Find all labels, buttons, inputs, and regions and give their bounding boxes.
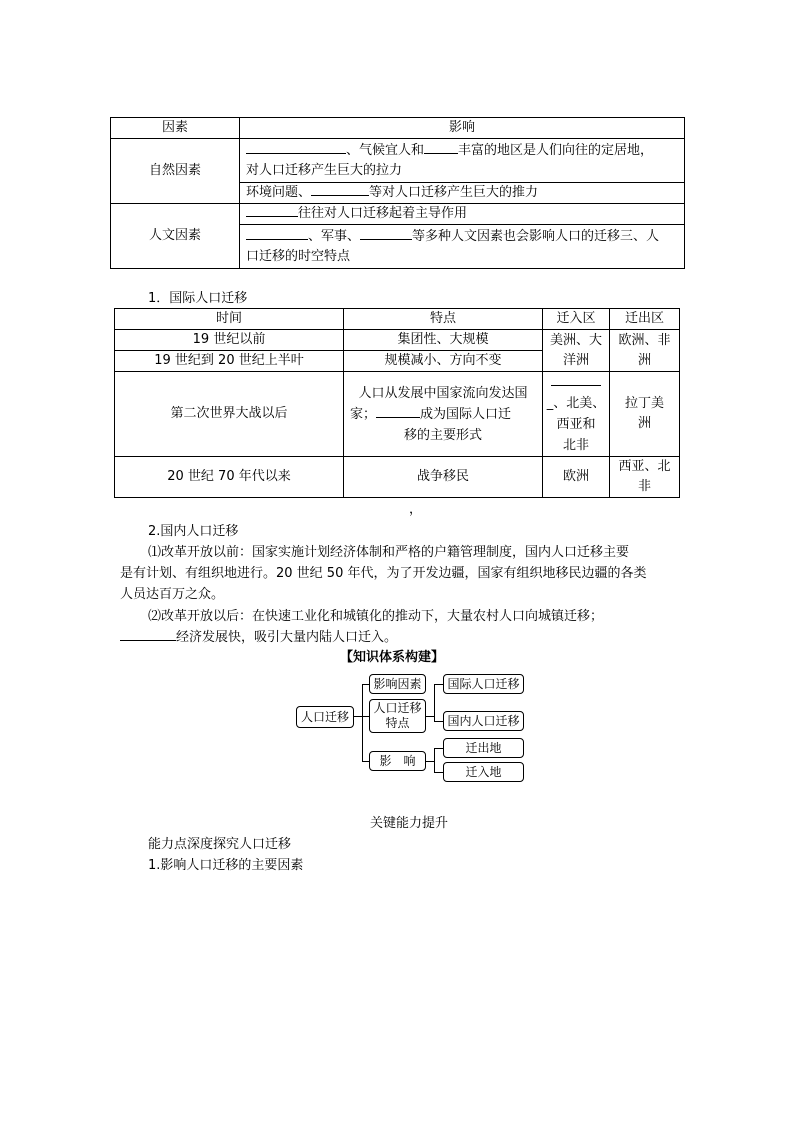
section-international-title: 1．国际人口迁移 (148, 291, 248, 306)
blank-line (246, 204, 298, 217)
diagram-international: 国际人口迁移 (443, 674, 524, 694)
diagram-factors: 影响因素 (369, 674, 426, 694)
main-factors-title: 1.影响人口迁移的主要因素 (148, 858, 304, 873)
paragraph-2-line-1: ⑵改革开放以后：在快速工业化和城镇化的推动下，大量农村人口向城镇迁移； (148, 609, 604, 624)
blank-line (376, 405, 420, 418)
diagram-effects: 影 响 (369, 751, 426, 771)
connector (434, 684, 443, 685)
row1-out: 欧洲、非洲 (610, 330, 680, 372)
connector (434, 772, 443, 773)
factors-table (110, 117, 685, 269)
blank-line (311, 183, 369, 196)
header-factor: 因素 (111, 118, 240, 139)
natural-row-2: 环境问题、 等对人口迁移产生巨大的推力 (240, 183, 685, 204)
blank-line (120, 628, 176, 641)
diagram-out-place: 迁出地 (443, 738, 524, 758)
human-factor-label: 人文因素 (111, 204, 240, 269)
paragraph-2-line-2: 经济发展快，吸引大量内陆人口迁入。 (120, 627, 397, 648)
row1-time: 19 世纪以前 (115, 330, 344, 351)
ability-point-title: 能力点深度探究人口迁移 (148, 837, 292, 852)
natural-row-1: 、气候宜人和 丰富的地区是人们向往的定居地， 对人口迁移产生巨大的拉力 (240, 139, 685, 183)
human-row-1: 往往对人口迁移起着主导作用 (240, 204, 685, 225)
diagram-in-place: 迁入地 (443, 762, 524, 782)
blank-line (360, 227, 412, 240)
human-row-2: 、军事、 等多种人文因素也会影响人口的迁移三、人 口迁移的时空特点 (240, 225, 685, 269)
paragraph-1-line-2: 是有计划、有组织地进行。20 世纪 50 年代，为了开发边疆，国家有组织地移民边疆的各类 (120, 566, 647, 581)
blank-line (246, 141, 346, 154)
paragraph-1-line-3: 人员达百万之众。 (120, 587, 225, 602)
connector (434, 748, 443, 749)
stray-comma: ， (409, 502, 423, 517)
row4-feature: 战争移民 (344, 457, 543, 498)
row2-time: 19 世纪到 20 世纪上半叶 (115, 351, 344, 372)
header-impact: 影响 (240, 118, 685, 139)
international-migration-table (114, 308, 680, 498)
blank-line (424, 141, 458, 154)
row2-feature: 规模减小、方向不变 (344, 351, 543, 372)
knowledge-system-title: 【知识体系构建】 (340, 650, 445, 665)
paragraph-1-line-1: ⑴改革开放以前：国家实施计划经济体制和严格的户籍管理制度，国内人口迁移主要 (148, 545, 630, 560)
blank-line (551, 373, 601, 386)
row3-time: 第二次世界大战以后 (115, 372, 344, 457)
row3-in: _、北美、 西亚和 北非 (543, 372, 610, 457)
header-time: 时间 (115, 309, 344, 330)
header-out: 迁出区 (610, 309, 680, 330)
row1-in: 美洲、大洋洲 (543, 330, 610, 372)
diagram-domestic: 国内人口迁移 (443, 711, 524, 731)
header-in: 迁入区 (543, 309, 610, 330)
connector (354, 716, 362, 717)
key-ability-title: 关键能力提升 (370, 816, 449, 831)
header-feature: 特点 (344, 309, 543, 330)
row4-time: 20 世纪 70 年代以来 (115, 457, 344, 498)
connector (426, 716, 434, 717)
connector (434, 684, 435, 722)
connector (434, 721, 443, 722)
section-domestic-title: 2.国内人口迁移 (148, 524, 239, 539)
diagram-features: 人口迁移 特点 (369, 699, 426, 733)
natural-factor-label: 自然因素 (111, 139, 240, 204)
row3-feature: 人口从发展中国家流向发达国 家； 成为国际人口迁 移的主要形式 (344, 372, 543, 457)
row4-in: 欧洲 (543, 457, 610, 498)
diagram-root: 人口迁移 (296, 706, 354, 728)
connector (426, 761, 434, 762)
row3-out: 拉丁美洲 (610, 372, 680, 457)
connector (362, 684, 363, 762)
blank-line (246, 227, 308, 240)
row4-out: 西亚、北非 (610, 457, 680, 498)
row1-feature: 集团性、大规模 (344, 330, 543, 351)
connector (434, 748, 435, 773)
